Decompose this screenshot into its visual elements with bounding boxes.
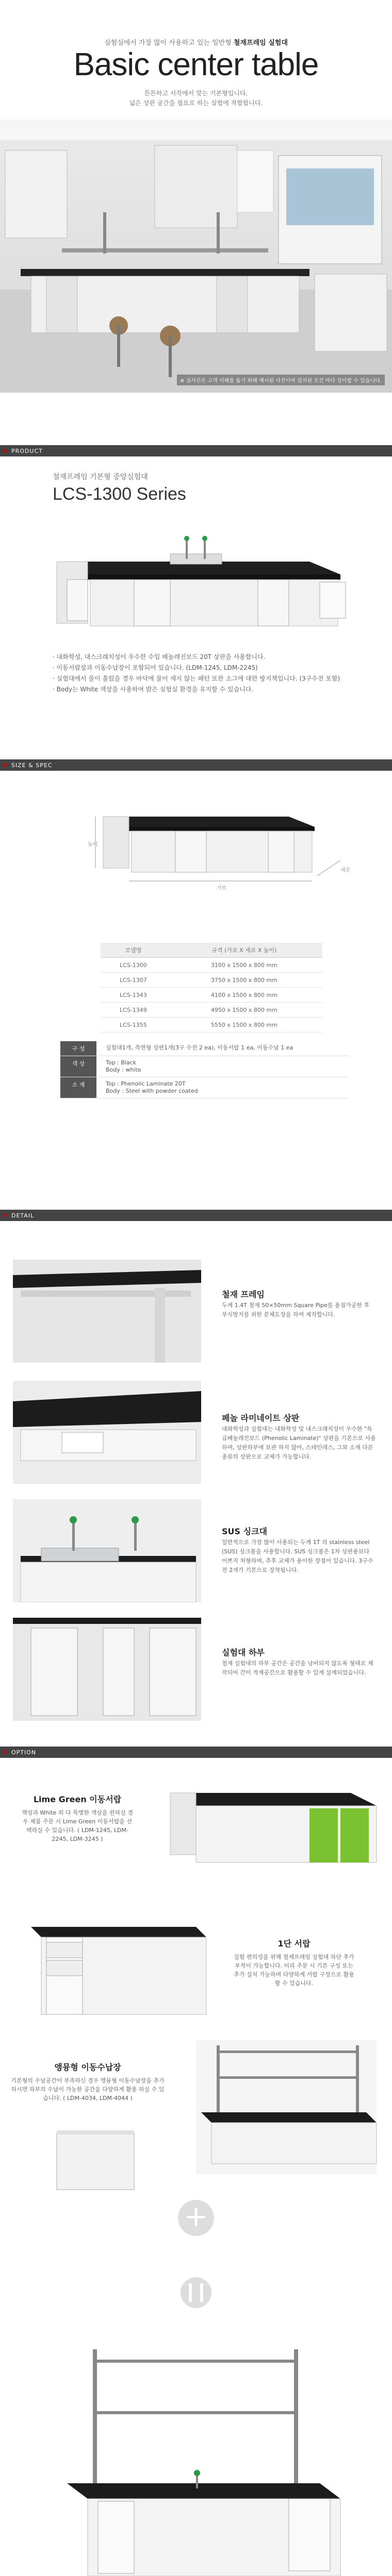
table-row: LCS-1355 5550 x 1500 x 800 mm: [101, 1018, 322, 1032]
table-header-row: [101, 943, 322, 958]
intro-subtitle: 실험실에서 가장 많이 사용하고 있는 일반형 철재프레임 실험대: [104, 39, 288, 47]
detail-title: 실험대 하부: [222, 1648, 265, 1657]
dim-depth-label: 세로: [340, 868, 351, 873]
intro-description: 튼튼하고 시각에서 맞는 기본형입니다. 넓은 상판 공간을 필요로 하는 실험에 적합합니다.: [129, 90, 263, 107]
product-features: [53, 652, 340, 695]
section-bar-option: OPTION: [0, 1747, 392, 1758]
option-lime-drawer-image: [0, 1772, 392, 1891]
option-desc: 기본형의 수납공간이 부족하신 경우 앵뮹형 이동수납장을 추가하시면 하부의 수납이 가능한 공간을 다양하게 활용 하실 수 있습니다. ( LDM-4034, LDM-4044 ): [11, 2077, 165, 2102]
section-bar-size-spec: SIZE & SPEC: [0, 759, 392, 771]
column-header: 모델명: [101, 943, 166, 958]
material-row: 색 상 Top : Black Body : white: [60, 1056, 349, 1077]
photo-caption: ※ 실사진은 고객 이해를 돕기 위해 예시된 사진이며 설치된 조건 마다 상이할 수 있습니다.: [177, 375, 385, 385]
option-title: 앵뮹형 이동수납장: [54, 2062, 121, 2072]
detail-desc: 철재 실험대의 하부 공간은 공간을 낭비되지 않도록 형태로 제작되어 간이 적재공간으로 활용할 수 있게 설계되었습니다.: [222, 1660, 373, 1676]
detail-desc: 두께 1.4T 철재 50×50mm Square Pipe를 용접가공한 후 부식방지를 위한 분체도장을 하여 제작합니다.: [222, 1302, 370, 1318]
dim-height-label: 높이: [88, 842, 98, 848]
option-drawer-image: [0, 1906, 392, 2040]
table-row: LCS-1307 3750 x 1500 x 800 mm: [101, 973, 322, 988]
detail-desc: 내화학성과 실험대는 내화학성 및 내스크래치성이 우수한 "특급페놀레진보드 (Phenolic Laminate)" 상판을 기본으로 사용하며, 상판하부에 보관 하지 않아, 스테인레스, 그외 소재 다른 종류의 상판으로 교체가 가능합니다.: [222, 1426, 376, 1460]
detail-title: 페놀 라미네이트 상판: [222, 1413, 300, 1423]
table-row: LCS-1300 3100 x 1500 x 800 mm: [101, 958, 322, 973]
list-item: · 이동서랍장과 이동수납장이 포함되어 있습니다. (LDM-1245, LDM-2245): [53, 664, 258, 671]
material-table: [60, 1041, 349, 1098]
detail-desc: 일반적으로 가장 많이 사용되는 두께 1T 의 stainless steel (SUS) 싱크볼을 사용합니다. SUS 싱크볼은 1차 상판용보다 이쁘지 처형하며, 추후 교체가 용이한 장점이 있습니다. 3구수전 2개가 기본으로 장착됩니다.: [222, 1539, 373, 1573]
dim-width-label: 가로: [217, 886, 227, 891]
option-title: 1단 서랍: [277, 1939, 311, 1948]
table-row: LCS-1349 4950 x 1500 x 800 mm: [101, 1003, 322, 1018]
lab-photo: [0, 120, 392, 393]
option-title: Lime Green 이동서랍: [33, 1794, 122, 1804]
material-row: 소 재 Top : Phenolic Laminate 20T Body : Steel with powder coated: [60, 1077, 349, 1098]
plus-icon: +: [178, 2200, 214, 2236]
option-desc: 실험 편의성을 위해 철제프레임 실험대 하단 추가 부착이 가능합니다. 미리 주문 시 기본 구성 또는 추가 설치 가능하며 다양하게 서랍 구성으로 활용할 수 있습니다.: [234, 1954, 354, 1987]
product-image: [0, 533, 392, 644]
table-row: LCS-1343 4100 x 1500 x 800 mm: [101, 988, 322, 1003]
product-title: LCS-1300 Series: [53, 484, 186, 504]
list-item: · Body는 White 색상을 사용하여 밝은 실험실 환경을 유지할 수 있습니다.: [53, 686, 254, 693]
material-row: 구 성 실험대1개, 측면형 상판1개(3구 수전 2 ea), 이동서랍 1 ea, 이동수납 1 ea: [60, 1041, 349, 1056]
section-bar-detail: DETAIL: [0, 1210, 392, 1221]
spec-table: [101, 943, 322, 1032]
option-desc: 책상과 White 외 다 특별한 색상을 원하실 경우 제품 주문 시 Lime Green 이동서랍을 선택하실 수 있습니다. ( LDM-1245, LDM-2245, LDM-3245 ): [22, 1809, 133, 1842]
option-storage-image: [0, 2040, 392, 2195]
equals-icon: [0, 2277, 392, 2298]
section-bar-product: PRODUCT: [0, 445, 392, 456]
detail-title: SUS 싱크대: [222, 1527, 267, 1536]
intro-title: Basic center table: [73, 47, 319, 82]
dimension-drawing: [0, 806, 392, 914]
product-subtitle: 철재프레임 기본형 중앙실험대: [53, 473, 148, 481]
detail-title: 철재 프레임: [222, 1290, 265, 1299]
list-item: · 실험대에서 물이 흘렀을 경우 바닥에 물이 새지 않는 패턴 또한 소그에 대한 방지책입니다. (3구수전 포함): [53, 675, 340, 682]
option-combined-image: [0, 2329, 392, 2576]
column-header: 규격 (가로 X 세로 X 높이): [166, 943, 322, 958]
list-item: · 내화학성, 내스크래치성이 우수한 수입 페놀레진보드 20T 상판을 사용합니다.: [53, 653, 266, 660]
